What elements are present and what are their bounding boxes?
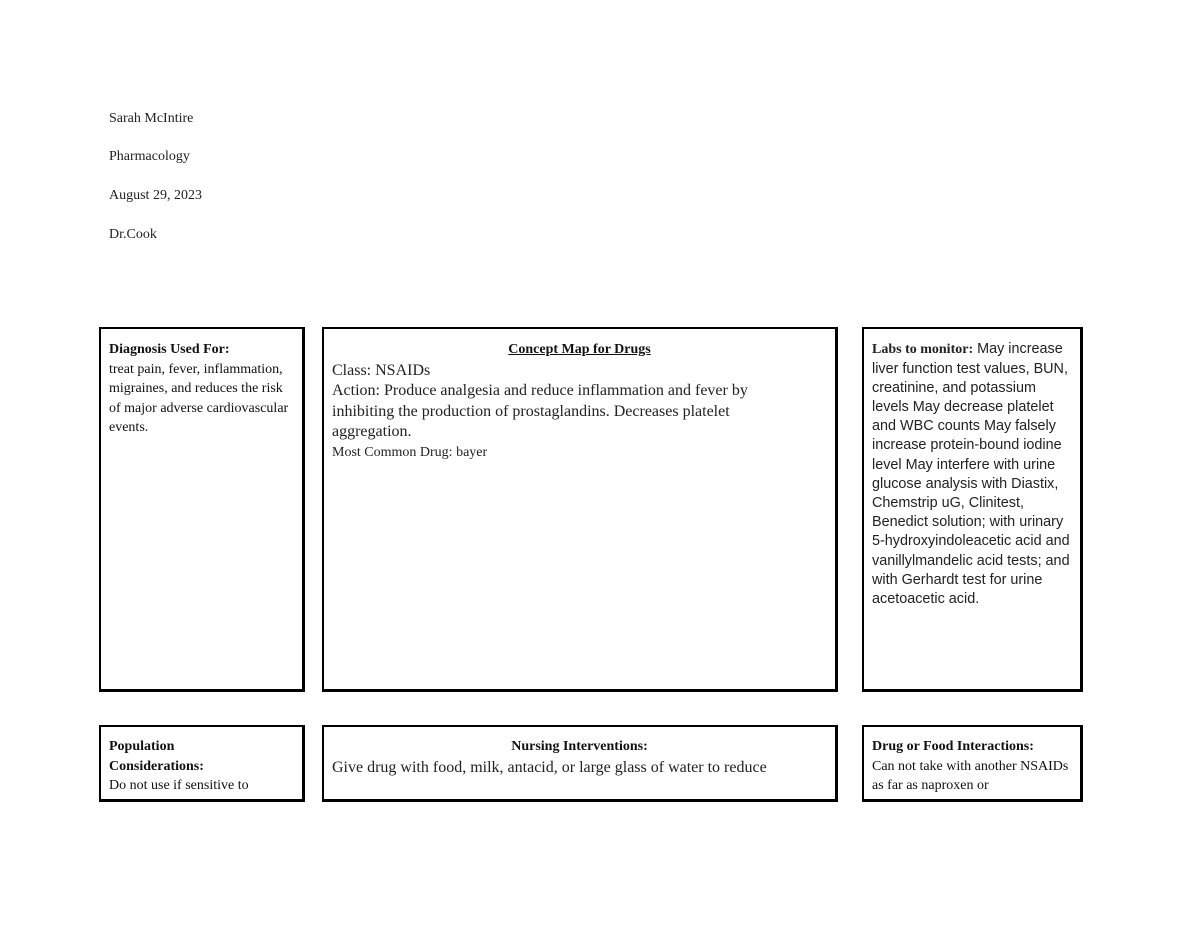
interactions-text: Can not take with another NSAIDs as far as naproxen or <box>872 758 1069 793</box>
labs-content <box>872 340 1072 609</box>
diagnosis-label: Diagnosis Used For: <box>109 342 230 357</box>
concept-map-title: Concept Map for Drugs <box>508 342 651 357</box>
course-name: Pharmacology <box>109 149 190 164</box>
nursing-box <box>322 725 838 802</box>
labs-box <box>862 327 1083 692</box>
labs-text: May increase liver function test values, BUN, creatinine, and potassium levels May decrease platelet and WBC counts May falsely increase protein-bound iodine level May interfere with urine glucose analysis with Diastix, Chemstrip uG, Clinitest, Benedict solution; with urinary 5-hydroxyindoleacetic acid and vanillylmandelic acid tests; and with Gerhardt test for urine acetoacetic acid. <box>872 341 1070 607</box>
concept-map-box <box>322 327 838 692</box>
drug-action: Action: Produce analgesia and reduce inflammation and fever by inhibiting the production of prostaglandins. Decreases platelet aggregation. <box>332 382 748 440</box>
population-box <box>99 725 305 802</box>
nursing-text: Give drug with food, milk, antacid, or large glass of water to reduce <box>332 758 767 776</box>
student-name: Sarah McIntire <box>109 111 194 126</box>
document-date: August 29, 2023 <box>109 188 202 203</box>
labs-label: Labs to monitor: <box>872 342 974 357</box>
instructor-name: Dr.Cook <box>109 227 157 242</box>
most-common-drug: Most Common Drug: bayer <box>332 444 488 460</box>
drug-class: Class: NSAIDs <box>332 361 431 379</box>
diagnosis-box <box>99 327 305 692</box>
interactions-box <box>862 725 1083 802</box>
nursing-title: Nursing Interventions: <box>511 739 648 754</box>
population-label: Population Considerations: <box>109 739 204 774</box>
diagnosis-text: treat pain, fever, inflammation, migraines, and reduces the risk of major adverse cardiovascular events. <box>109 361 289 435</box>
interactions-label: Drug or Food Interactions: <box>872 739 1034 754</box>
population-text: Do not use if sensitive to <box>109 778 249 793</box>
